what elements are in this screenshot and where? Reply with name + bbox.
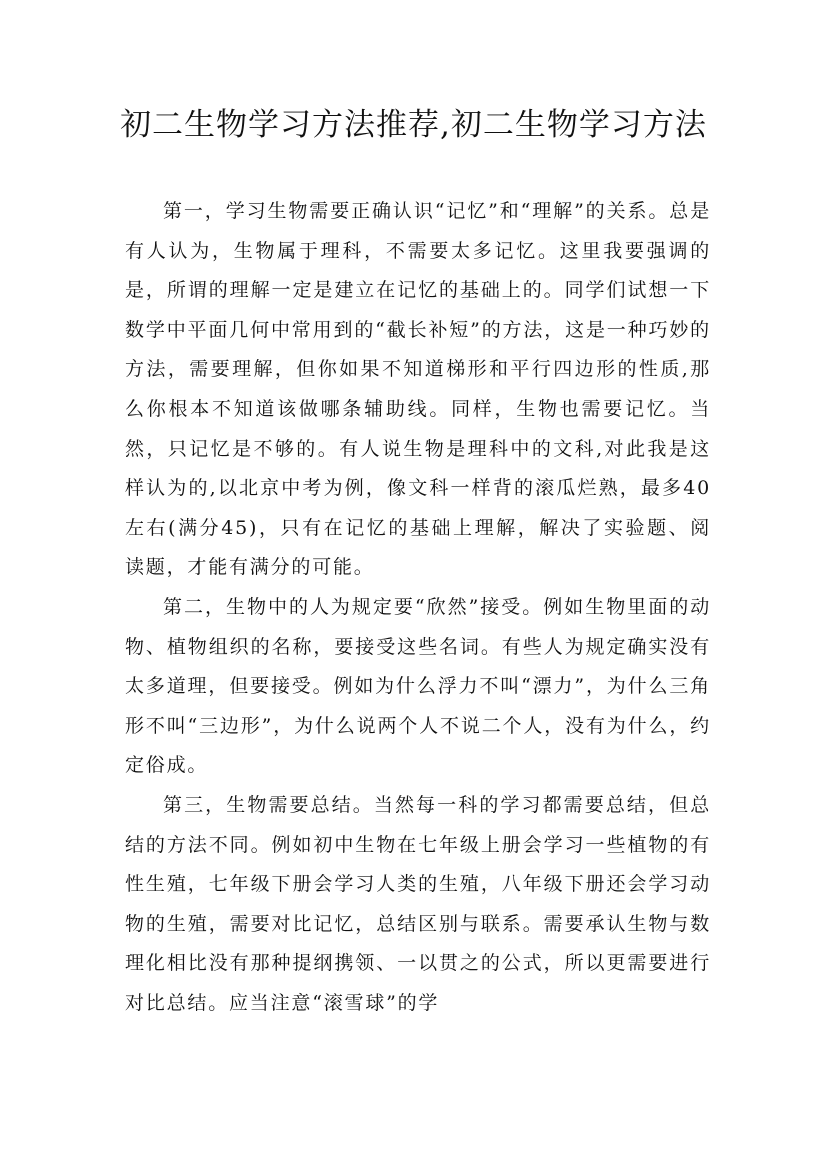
paragraph-2: 第二，生物中的人为规定要“欣然”接受。例如生物里面的动物、植物组织的名称，要接受这些名词。有些人为规定确实没有太多道理，但要接受。例如为什么浮力不叫“漂力”，为什么三角形不叫“三边形”，为什么说两个人不说二个人，没有为什么，约定俗成。 (125, 595, 711, 777)
paragraph-1: 第一，学习生物需要正确认识“记忆”和“理解”的关系。总是有人认为，生物属于理科，不需要太多记忆。这里我要强调的是，所谓的理解一定是建立在记忆的基础上的。同学们试想一下数学中平面几何中常用到的“截长补短”的方法，这是一种巧妙的方法，需要理解，但你如果不知道梯形和平行四边形的性质,那么你根本不知道该做哪条辅助线。同样，生物也需要记忆。当然，只记忆是不够的。有人说生物是理科中的文科,对此我是这样认为的,以北京中考为例，像文科一样背的滚瓜烂熟，最多40左右(满分45)，只有在记忆的基础上理解，解决了实验题、阅读题，才能有满分的可能。 (125, 200, 711, 579)
paragraph-3: 第三，生物需要总结。当然每一科的学习都需要总结，但总结的方法不同。例如初中生物在七年级上册会学习一些植物的有性生殖，七年级下册会学习人类的生殖，八年级下册还会学习动物的生殖，需要对比记忆，总结区别与联系。需要承认生物与数理化相比没有那种提纲携领、一以贯之的公式，所以更需要进行对比总结。应当注意“滚雪球”的学 (125, 793, 711, 1014)
document-body (125, 192, 711, 1023)
page-title: 初二生物学习方法推荐,初二生物学习方法 (120, 107, 707, 143)
